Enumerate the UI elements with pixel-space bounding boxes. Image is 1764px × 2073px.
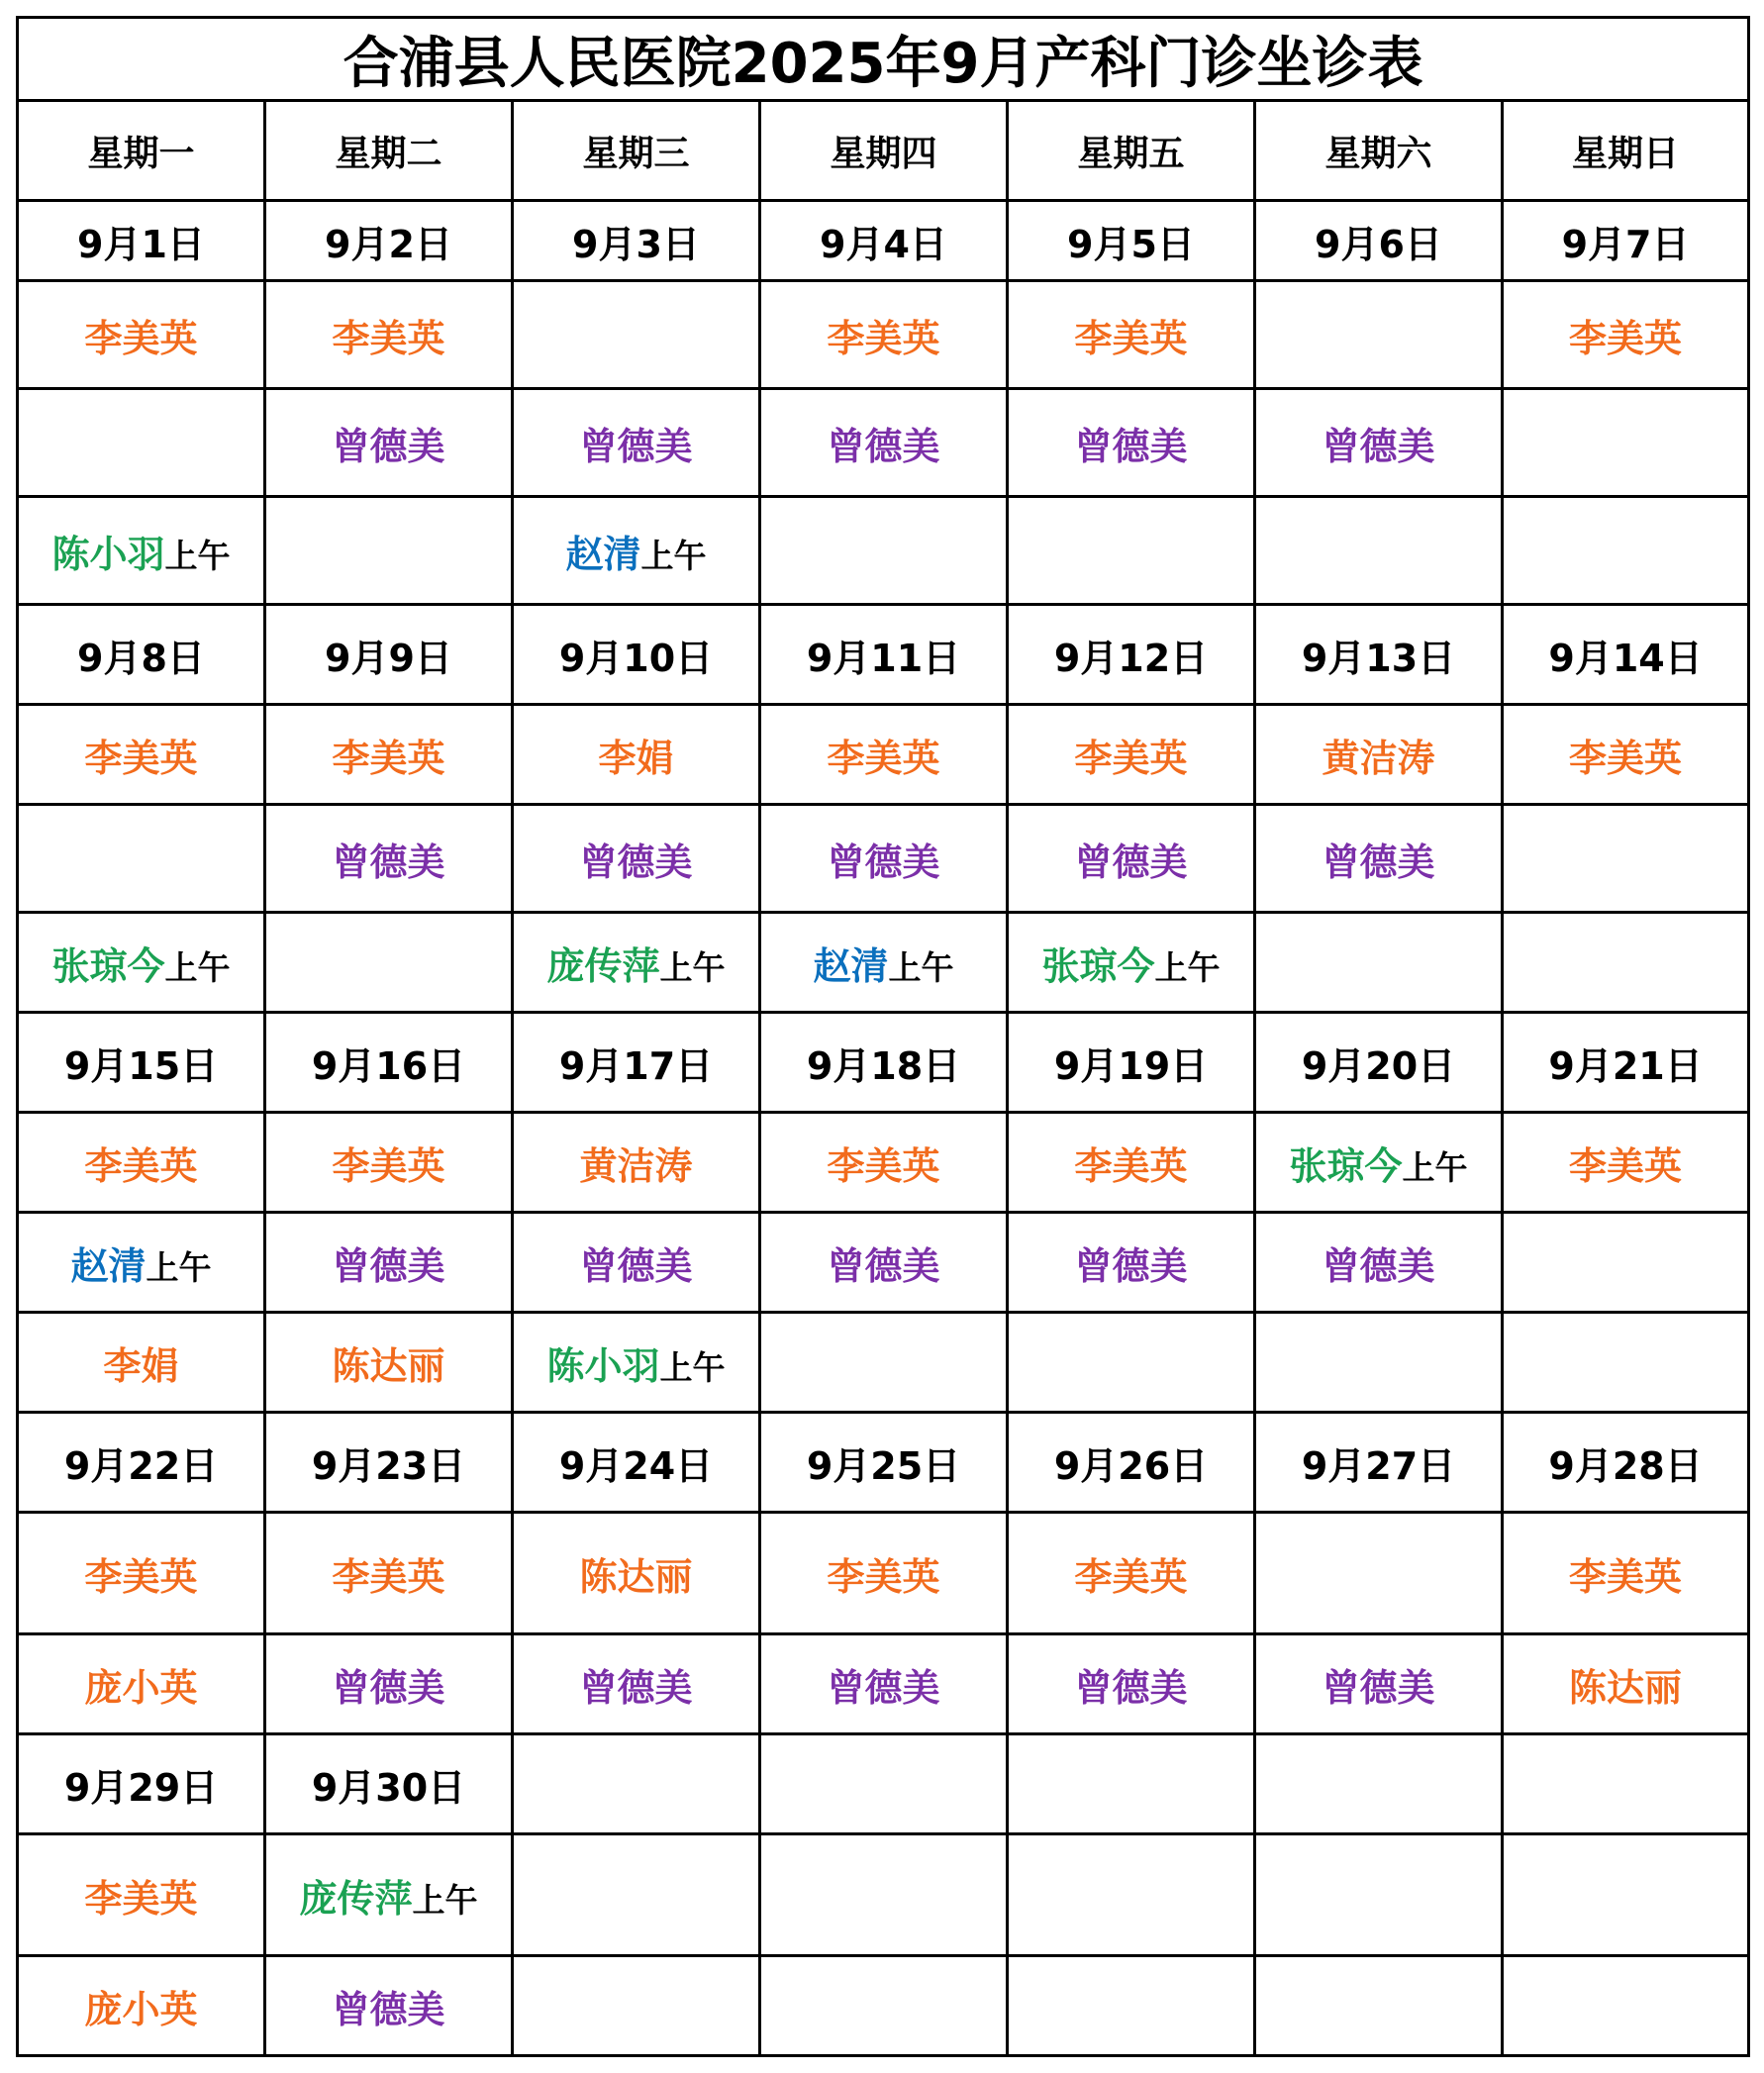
doctor-name: 赵清 xyxy=(70,1243,147,1288)
date-cell: 9月20日 xyxy=(1255,1013,1503,1113)
doctor-row xyxy=(18,281,1749,389)
doctor-cell xyxy=(760,1513,1008,1634)
doctor-name: 曾德美 xyxy=(1322,1665,1435,1710)
empty-cell xyxy=(1255,1313,1503,1413)
empty-cell xyxy=(513,1956,760,2056)
date-cell: 9月29日 xyxy=(18,1734,265,1834)
doctor-cell xyxy=(265,705,513,805)
empty-cell xyxy=(1503,1956,1749,2056)
doctor-name: 曾德美 xyxy=(1074,1243,1188,1288)
shift-note: 上午 xyxy=(640,536,707,575)
doctor-cell xyxy=(18,1113,265,1213)
doctor-name: 李美英 xyxy=(84,1143,198,1188)
doctor-name: 李美英 xyxy=(1074,1554,1188,1599)
page-title: 合浦县人民医院2025年9月产科门诊坐诊表 xyxy=(18,18,1749,101)
doctor-name: 曾德美 xyxy=(1074,1665,1188,1710)
date-row xyxy=(18,1013,1749,1113)
doctor-name: 李美英 xyxy=(332,316,445,360)
doctor-name: 庞传萍 xyxy=(546,943,660,988)
doctor-row xyxy=(18,1634,1749,1734)
doctor-cell xyxy=(18,1213,265,1313)
doctor-cell xyxy=(18,1513,265,1634)
date-cell: 9月22日 xyxy=(18,1413,265,1513)
shift-note: 上午 xyxy=(164,536,231,575)
shift-note: 上午 xyxy=(146,1247,212,1287)
empty-cell xyxy=(1255,1834,1503,1956)
date-cell: 9月23日 xyxy=(265,1413,513,1513)
schedule-body xyxy=(18,18,1749,2056)
doctor-cell xyxy=(1008,1113,1255,1213)
doctor-cell xyxy=(18,1834,265,1956)
doctor-name: 曾德美 xyxy=(1322,1243,1435,1288)
doctor-cell xyxy=(265,389,513,497)
doctor-cell xyxy=(18,497,265,605)
doctor-row xyxy=(18,705,1749,805)
empty-cell xyxy=(760,1834,1008,1956)
doctor-name: 庞小英 xyxy=(84,1987,198,2031)
date-cell: 9月26日 xyxy=(1008,1413,1255,1513)
doctor-name: 陈小羽 xyxy=(51,532,165,576)
doctor-name: 赵清 xyxy=(813,943,889,988)
doctor-cell xyxy=(265,1213,513,1313)
doctor-name: 赵清 xyxy=(565,532,641,576)
doctor-cell xyxy=(1255,1113,1503,1213)
doctor-name: 李美英 xyxy=(84,1554,198,1599)
shift-note: 上午 xyxy=(659,947,726,987)
empty-cell xyxy=(760,1313,1008,1413)
empty-cell xyxy=(265,913,513,1013)
doctor-cell xyxy=(760,1213,1008,1313)
doctor-name: 曾德美 xyxy=(579,1665,693,1710)
doctor-name: 张琼今 xyxy=(1289,1143,1403,1188)
doctor-name: 曾德美 xyxy=(827,839,940,884)
empty-cell xyxy=(513,281,760,389)
weekday-header: 星期六 xyxy=(1255,101,1503,201)
doctor-name: 陈达丽 xyxy=(1569,1665,1683,1710)
empty-cell xyxy=(1503,805,1749,913)
doctor-cell xyxy=(513,1313,760,1413)
date-cell: 9月11日 xyxy=(760,605,1008,705)
doctor-cell xyxy=(1503,1513,1749,1634)
doctor-name: 李美英 xyxy=(1569,736,1683,780)
doctor-cell xyxy=(1255,1213,1503,1313)
doctor-cell xyxy=(265,281,513,389)
doctor-name: 黄洁涛 xyxy=(579,1143,693,1188)
doctor-name: 曾德美 xyxy=(332,1243,445,1288)
empty-cell xyxy=(1008,1956,1255,2056)
doctor-cell xyxy=(265,805,513,913)
doctor-cell xyxy=(513,389,760,497)
date-cell xyxy=(1008,1734,1255,1834)
date-cell xyxy=(1255,1734,1503,1834)
empty-cell xyxy=(760,1956,1008,2056)
doctor-name: 李美英 xyxy=(84,316,198,360)
doctor-name: 曾德美 xyxy=(827,424,940,468)
date-cell: 9月15日 xyxy=(18,1013,265,1113)
doctor-name: 曾德美 xyxy=(827,1243,940,1288)
weekday-header-row xyxy=(18,101,1749,201)
doctor-cell xyxy=(513,1113,760,1213)
shift-note: 上午 xyxy=(888,947,954,987)
date-cell: 9月9日 xyxy=(265,605,513,705)
doctor-name: 陈小羽 xyxy=(546,1343,660,1388)
date-row xyxy=(18,201,1749,281)
empty-cell xyxy=(1255,913,1503,1013)
date-cell: 9月3日 xyxy=(513,201,760,281)
shift-note: 上午 xyxy=(1402,1147,1468,1187)
doctor-cell xyxy=(1503,281,1749,389)
doctor-name: 曾德美 xyxy=(1322,839,1435,884)
empty-cell xyxy=(1255,497,1503,605)
doctor-cell xyxy=(1503,1113,1749,1213)
doctor-cell xyxy=(1008,389,1255,497)
doctor-cell xyxy=(265,1834,513,1956)
doctor-row xyxy=(18,389,1749,497)
date-cell: 9月28日 xyxy=(1503,1413,1749,1513)
date-cell: 9月8日 xyxy=(18,605,265,705)
doctor-row xyxy=(18,1956,1749,2056)
doctor-name: 李美英 xyxy=(332,1554,445,1599)
clinic-schedule-table xyxy=(16,16,1750,2057)
date-cell: 9月13日 xyxy=(1255,605,1503,705)
date-cell: 9月4日 xyxy=(760,201,1008,281)
date-cell: 9月17日 xyxy=(513,1013,760,1113)
empty-cell xyxy=(1008,1834,1255,1956)
doctor-cell xyxy=(513,1634,760,1734)
weekday-header: 星期五 xyxy=(1008,101,1255,201)
date-row xyxy=(18,1413,1749,1513)
doctor-cell xyxy=(18,1313,265,1413)
doctor-cell xyxy=(265,1513,513,1634)
doctor-name: 曾德美 xyxy=(332,839,445,884)
doctor-cell xyxy=(513,1213,760,1313)
date-cell xyxy=(1503,1734,1749,1834)
doctor-name: 曾德美 xyxy=(579,839,693,884)
doctor-name: 李美英 xyxy=(1569,1143,1683,1188)
doctor-name: 曾德美 xyxy=(332,1987,445,2031)
doctor-name: 李美英 xyxy=(84,1876,198,1921)
empty-cell xyxy=(1008,497,1255,605)
doctor-row xyxy=(18,1513,1749,1634)
empty-cell xyxy=(760,497,1008,605)
date-cell: 9月5日 xyxy=(1008,201,1255,281)
empty-cell xyxy=(1255,1513,1503,1634)
doctor-row xyxy=(18,1313,1749,1413)
doctor-cell xyxy=(265,1956,513,2056)
date-cell: 9月1日 xyxy=(18,201,265,281)
doctor-name: 曾德美 xyxy=(332,424,445,468)
doctor-cell xyxy=(265,1634,513,1734)
date-cell: 9月18日 xyxy=(760,1013,1008,1113)
date-cell: 9月27日 xyxy=(1255,1413,1503,1513)
doctor-cell xyxy=(513,805,760,913)
doctor-name: 庞传萍 xyxy=(299,1876,413,1921)
doctor-name: 曾德美 xyxy=(1074,839,1188,884)
empty-cell xyxy=(1255,1956,1503,2056)
doctor-name: 张琼今 xyxy=(1041,943,1155,988)
doctor-cell xyxy=(760,281,1008,389)
shift-note: 上午 xyxy=(412,1880,478,1920)
empty-cell xyxy=(1255,281,1503,389)
doctor-name: 李美英 xyxy=(1074,736,1188,780)
doctor-name: 陈达丽 xyxy=(332,1343,445,1388)
doctor-name: 李美英 xyxy=(1074,316,1188,360)
empty-cell xyxy=(265,497,513,605)
doctor-cell xyxy=(18,281,265,389)
doctor-cell xyxy=(1503,1634,1749,1734)
shift-note: 上午 xyxy=(1154,947,1221,987)
doctor-name: 李美英 xyxy=(332,736,445,780)
date-cell: 9月24日 xyxy=(513,1413,760,1513)
empty-cell xyxy=(1503,389,1749,497)
weekday-header: 星期四 xyxy=(760,101,1008,201)
doctor-name: 曾德美 xyxy=(1074,424,1188,468)
doctor-cell xyxy=(1008,705,1255,805)
doctor-name: 曾德美 xyxy=(332,1665,445,1710)
doctor-name: 李美英 xyxy=(827,1143,940,1188)
empty-cell xyxy=(513,1834,760,1956)
doctor-cell xyxy=(18,705,265,805)
empty-cell xyxy=(1503,497,1749,605)
doctor-cell xyxy=(1255,389,1503,497)
date-row xyxy=(18,605,1749,705)
doctor-cell xyxy=(760,1634,1008,1734)
doctor-cell xyxy=(1008,281,1255,389)
date-cell: 9月6日 xyxy=(1255,201,1503,281)
date-row xyxy=(18,1734,1749,1834)
doctor-cell xyxy=(18,913,265,1013)
weekday-header: 星期三 xyxy=(513,101,760,201)
doctor-cell xyxy=(1008,805,1255,913)
date-cell: 9月19日 xyxy=(1008,1013,1255,1113)
weekday-header: 星期日 xyxy=(1503,101,1749,201)
date-cell: 9月12日 xyxy=(1008,605,1255,705)
doctor-cell xyxy=(18,1634,265,1734)
doctor-cell xyxy=(760,389,1008,497)
doctor-cell xyxy=(18,1956,265,2056)
doctor-cell xyxy=(1503,705,1749,805)
doctor-name: 曾德美 xyxy=(827,1665,940,1710)
doctor-name: 庞小英 xyxy=(84,1665,198,1710)
doctor-row xyxy=(18,913,1749,1013)
doctor-name: 曾德美 xyxy=(579,424,693,468)
empty-cell xyxy=(1008,1313,1255,1413)
empty-cell xyxy=(1503,913,1749,1013)
doctor-cell xyxy=(760,805,1008,913)
doctor-cell xyxy=(513,497,760,605)
doctor-name: 李美英 xyxy=(827,1554,940,1599)
date-cell: 9月14日 xyxy=(1503,605,1749,705)
doctor-name: 李美英 xyxy=(1569,1554,1683,1599)
date-cell: 9月10日 xyxy=(513,605,760,705)
doctor-row xyxy=(18,497,1749,605)
doctor-cell xyxy=(265,1113,513,1213)
date-cell: 9月7日 xyxy=(1503,201,1749,281)
weekday-header: 星期二 xyxy=(265,101,513,201)
shift-note: 上午 xyxy=(164,947,231,987)
doctor-name: 曾德美 xyxy=(579,1243,693,1288)
date-cell: 9月21日 xyxy=(1503,1013,1749,1113)
doctor-cell xyxy=(513,1513,760,1634)
date-cell: 9月25日 xyxy=(760,1413,1008,1513)
doctor-cell xyxy=(1255,705,1503,805)
date-cell xyxy=(760,1734,1008,1834)
doctor-name: 李娟 xyxy=(598,736,674,780)
doctor-cell xyxy=(1255,1634,1503,1734)
doctor-name: 李美英 xyxy=(1074,1143,1188,1188)
shift-note: 上午 xyxy=(659,1347,726,1387)
empty-cell xyxy=(1503,1313,1749,1413)
doctor-name: 李美英 xyxy=(84,736,198,780)
empty-cell xyxy=(1503,1834,1749,1956)
doctor-name: 李美英 xyxy=(827,316,940,360)
doctor-cell xyxy=(760,705,1008,805)
doctor-cell xyxy=(1255,805,1503,913)
doctor-name: 李娟 xyxy=(103,1343,179,1388)
doctor-name: 张琼今 xyxy=(51,943,165,988)
doctor-cell xyxy=(760,1113,1008,1213)
weekday-header: 星期一 xyxy=(18,101,265,201)
doctor-cell xyxy=(513,913,760,1013)
date-cell: 9月16日 xyxy=(265,1013,513,1113)
doctor-name: 曾德美 xyxy=(1322,424,1435,468)
doctor-name: 陈达丽 xyxy=(579,1554,693,1599)
doctor-cell xyxy=(760,913,1008,1013)
date-cell xyxy=(513,1734,760,1834)
doctor-cell xyxy=(1008,1513,1255,1634)
doctor-cell xyxy=(265,1313,513,1413)
title-row xyxy=(18,18,1749,101)
doctor-cell xyxy=(1008,1213,1255,1313)
doctor-row xyxy=(18,1213,1749,1313)
empty-cell xyxy=(18,805,265,913)
doctor-name: 李美英 xyxy=(1569,316,1683,360)
doctor-cell xyxy=(513,705,760,805)
doctor-cell xyxy=(1008,913,1255,1013)
date-cell: 9月2日 xyxy=(265,201,513,281)
doctor-row xyxy=(18,805,1749,913)
empty-cell xyxy=(1503,1213,1749,1313)
doctor-name: 黄洁涛 xyxy=(1322,736,1435,780)
doctor-row xyxy=(18,1834,1749,1956)
doctor-name: 李美英 xyxy=(827,736,940,780)
doctor-cell xyxy=(1008,1634,1255,1734)
doctor-name: 李美英 xyxy=(332,1143,445,1188)
empty-cell xyxy=(18,389,265,497)
doctor-row xyxy=(18,1113,1749,1213)
date-cell: 9月30日 xyxy=(265,1734,513,1834)
